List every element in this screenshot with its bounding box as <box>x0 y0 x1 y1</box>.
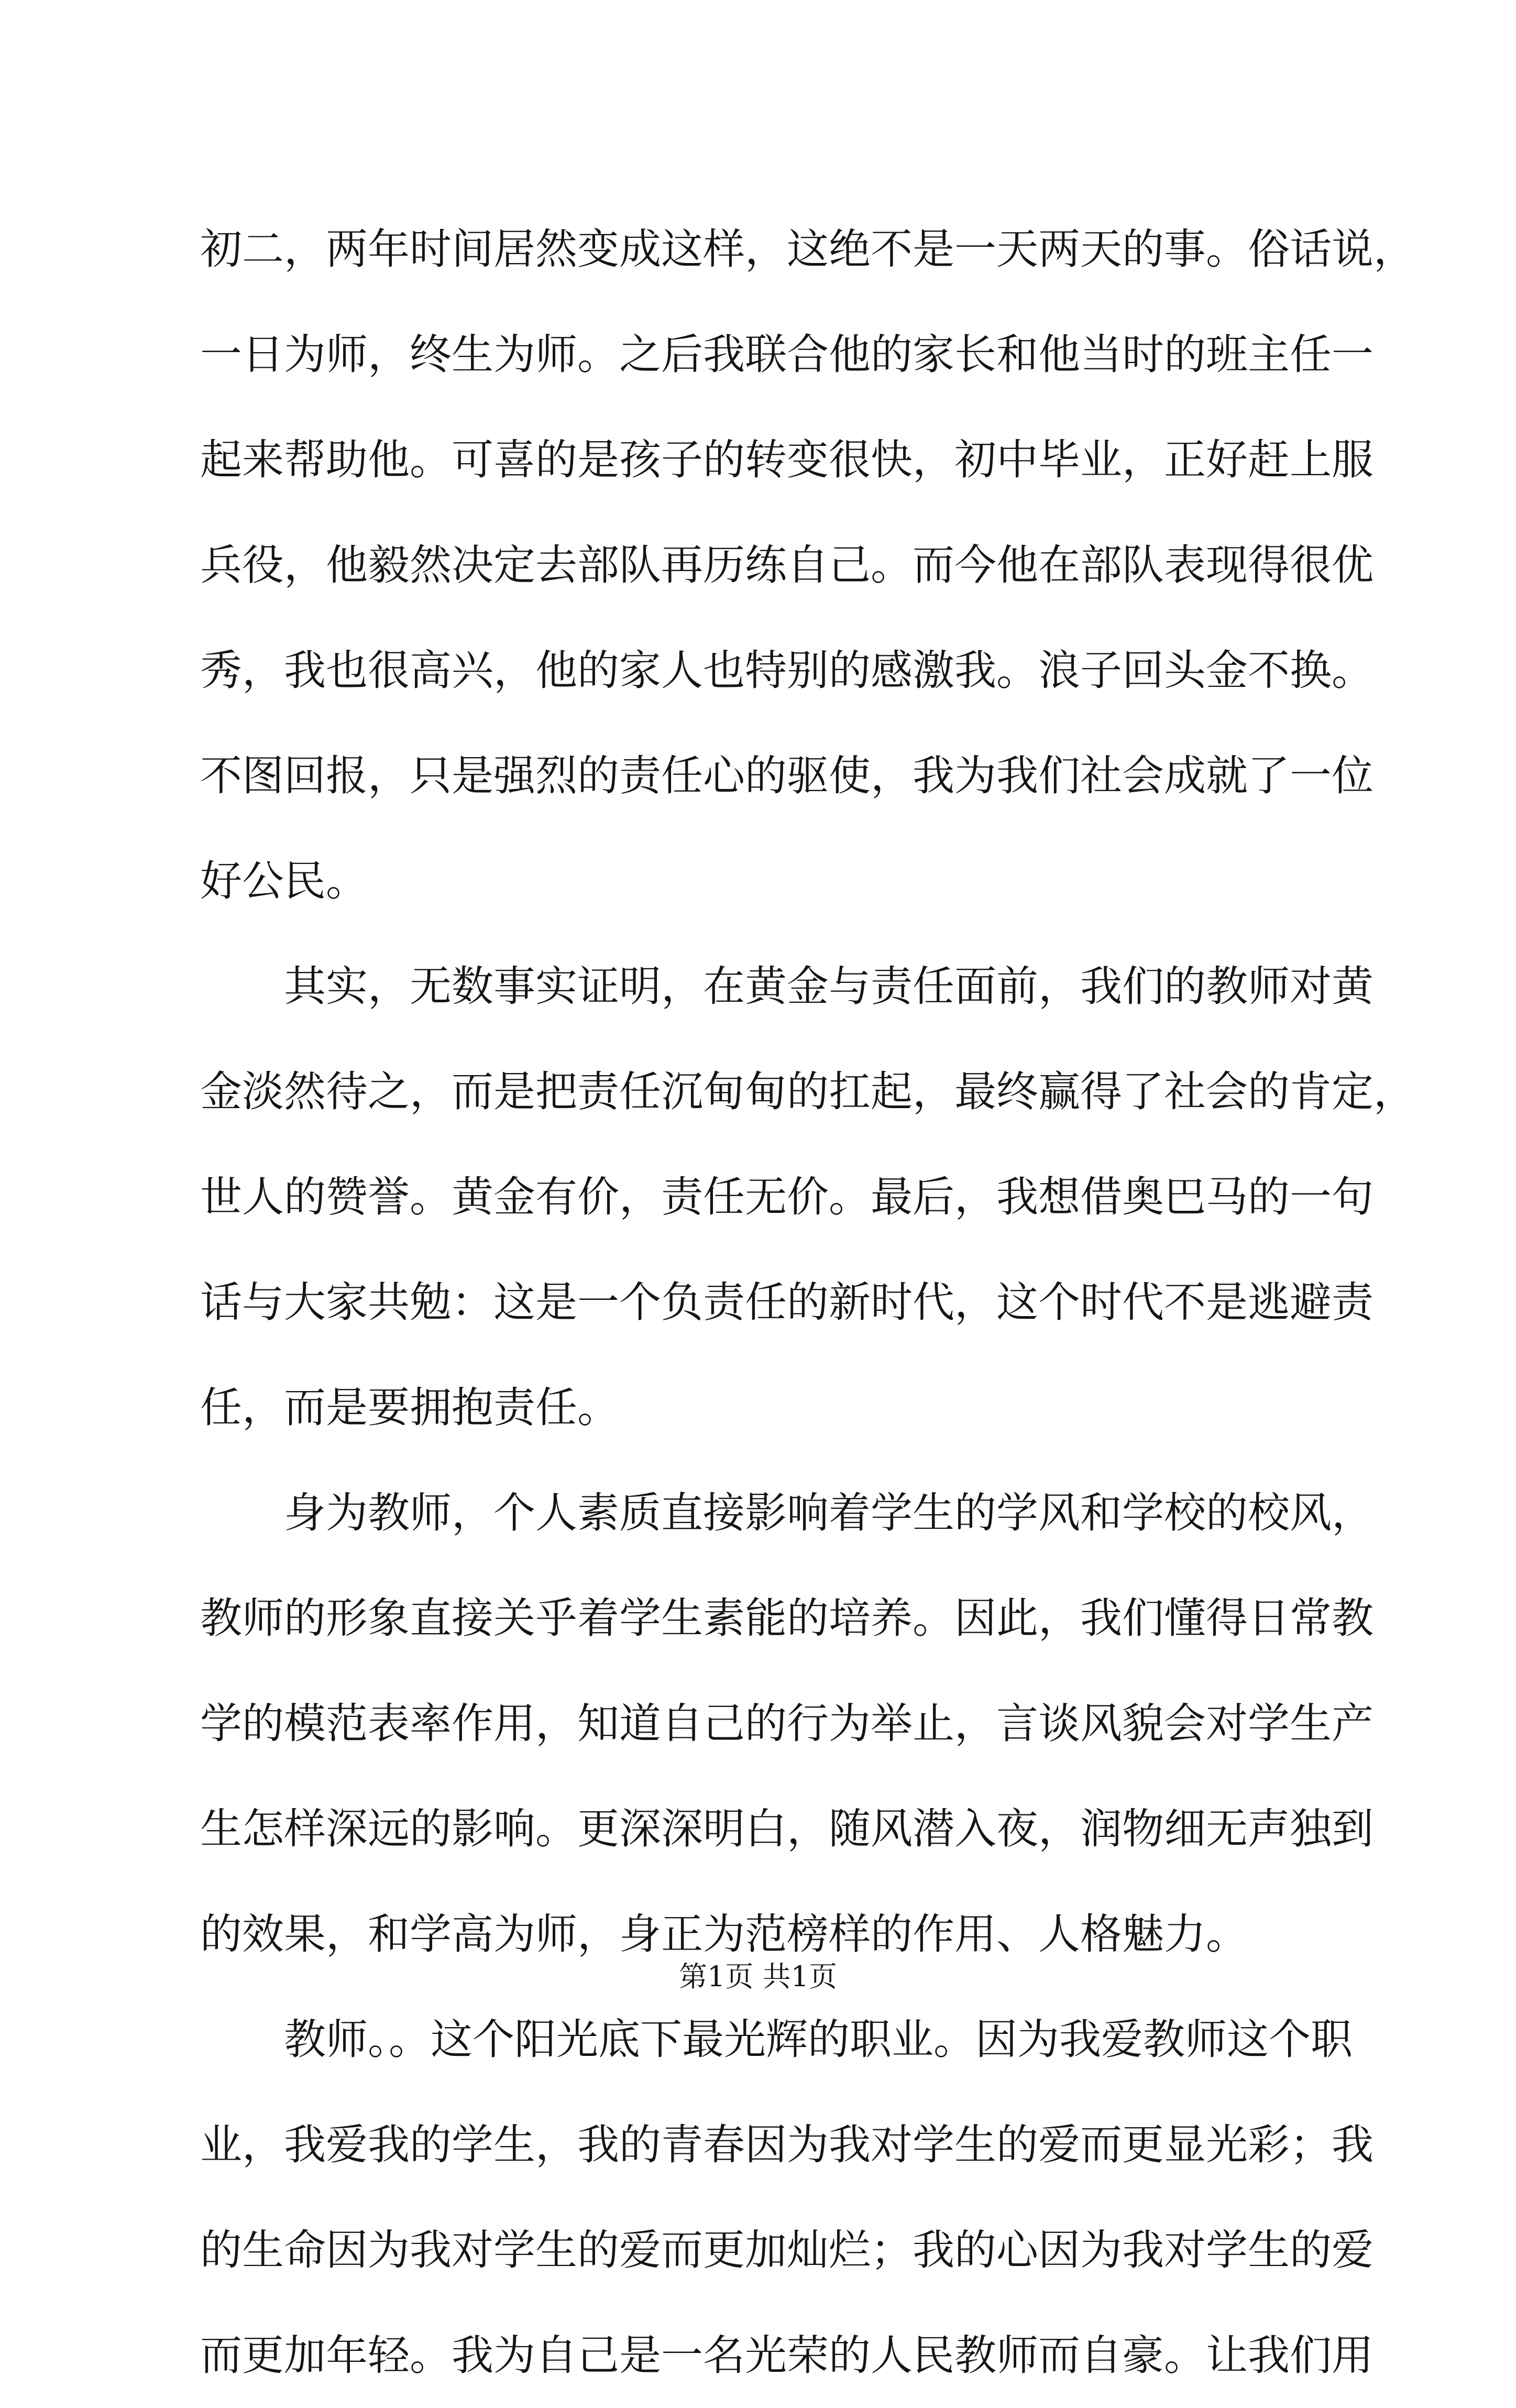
text-line: 金淡然待之，而是把责任沉甸甸的扛起，最终赢得了社会的肯定， <box>200 1067 1415 1116</box>
text-line: 初二，两年时间居然变成这样，这绝不是一天两天的事。俗话说， <box>200 225 1415 273</box>
text-line: 不图回报，只是强烈的责任心的驱使，我为我们社会成就了一位 <box>200 751 1374 800</box>
page-footer: 第1页 共1页 <box>679 1960 837 1993</box>
text-line: 学的模范表率作用，知道自己的行为举止，言谈风貌会对学生产 <box>200 1699 1374 1748</box>
text-line: 的效果，和学高为师，身正为范榜样的作用、人格魅力。 <box>200 1910 1248 1958</box>
text-line: 话与大家共勉：这是一个负责任的新时代，这个时代不是逃避责 <box>200 1278 1374 1327</box>
text-line: 身为教师，个人素质直接影响着学生的学风和学校的校风， <box>284 1488 1374 1537</box>
text-line: 教师的形象直接关乎着学生素能的培养。因此，我们懂得日常教 <box>200 1594 1374 1643</box>
text-line: 教师。。这个阳光底下最光辉的职业。因为我爱教师这个职 <box>284 2015 1353 2064</box>
text-line: 生怎样深远的影响。更深深明白，随风潜入夜，润物细无声独到 <box>200 1804 1374 1853</box>
text-line: 起来帮助他。可喜的是孩子的转变很快，初中毕业，正好赶上服 <box>200 435 1374 484</box>
text-line: 兵役，他毅然决定去部队再历练自己。而今他在部队表现得很优 <box>200 541 1374 589</box>
text-line: 其实，无数事实证明，在黄金与责任面前，我们的教师对黄 <box>284 962 1374 1011</box>
text-line: 世人的赞誉。黄金有价，责任无价。最后，我想借奥巴马的一句 <box>200 1173 1374 1221</box>
text-line: 而更加年轻。我为自己是一名光荣的人民教师而自豪。让我们用 <box>200 2331 1374 2380</box>
text-line: 任，而是要拥抱责任。 <box>200 1383 619 1432</box>
text-line: 好公民。 <box>200 857 368 905</box>
text-line: 一日为师，终生为师。之后我联合他的家长和他当时的班主任一 <box>200 330 1374 379</box>
text-line: 秀，我也很高兴，他的家人也特别的感激我。浪子回头金不换。 <box>200 646 1374 695</box>
text-line: 的生命因为我对学生的爱而更加灿烂；我的心因为我对学生的爱 <box>200 2226 1374 2274</box>
body-text <box>200 196 1415 2408</box>
text-line: 业，我爱我的学生，我的青春因为我对学生的爱而更显光彩；我 <box>200 2120 1374 2169</box>
